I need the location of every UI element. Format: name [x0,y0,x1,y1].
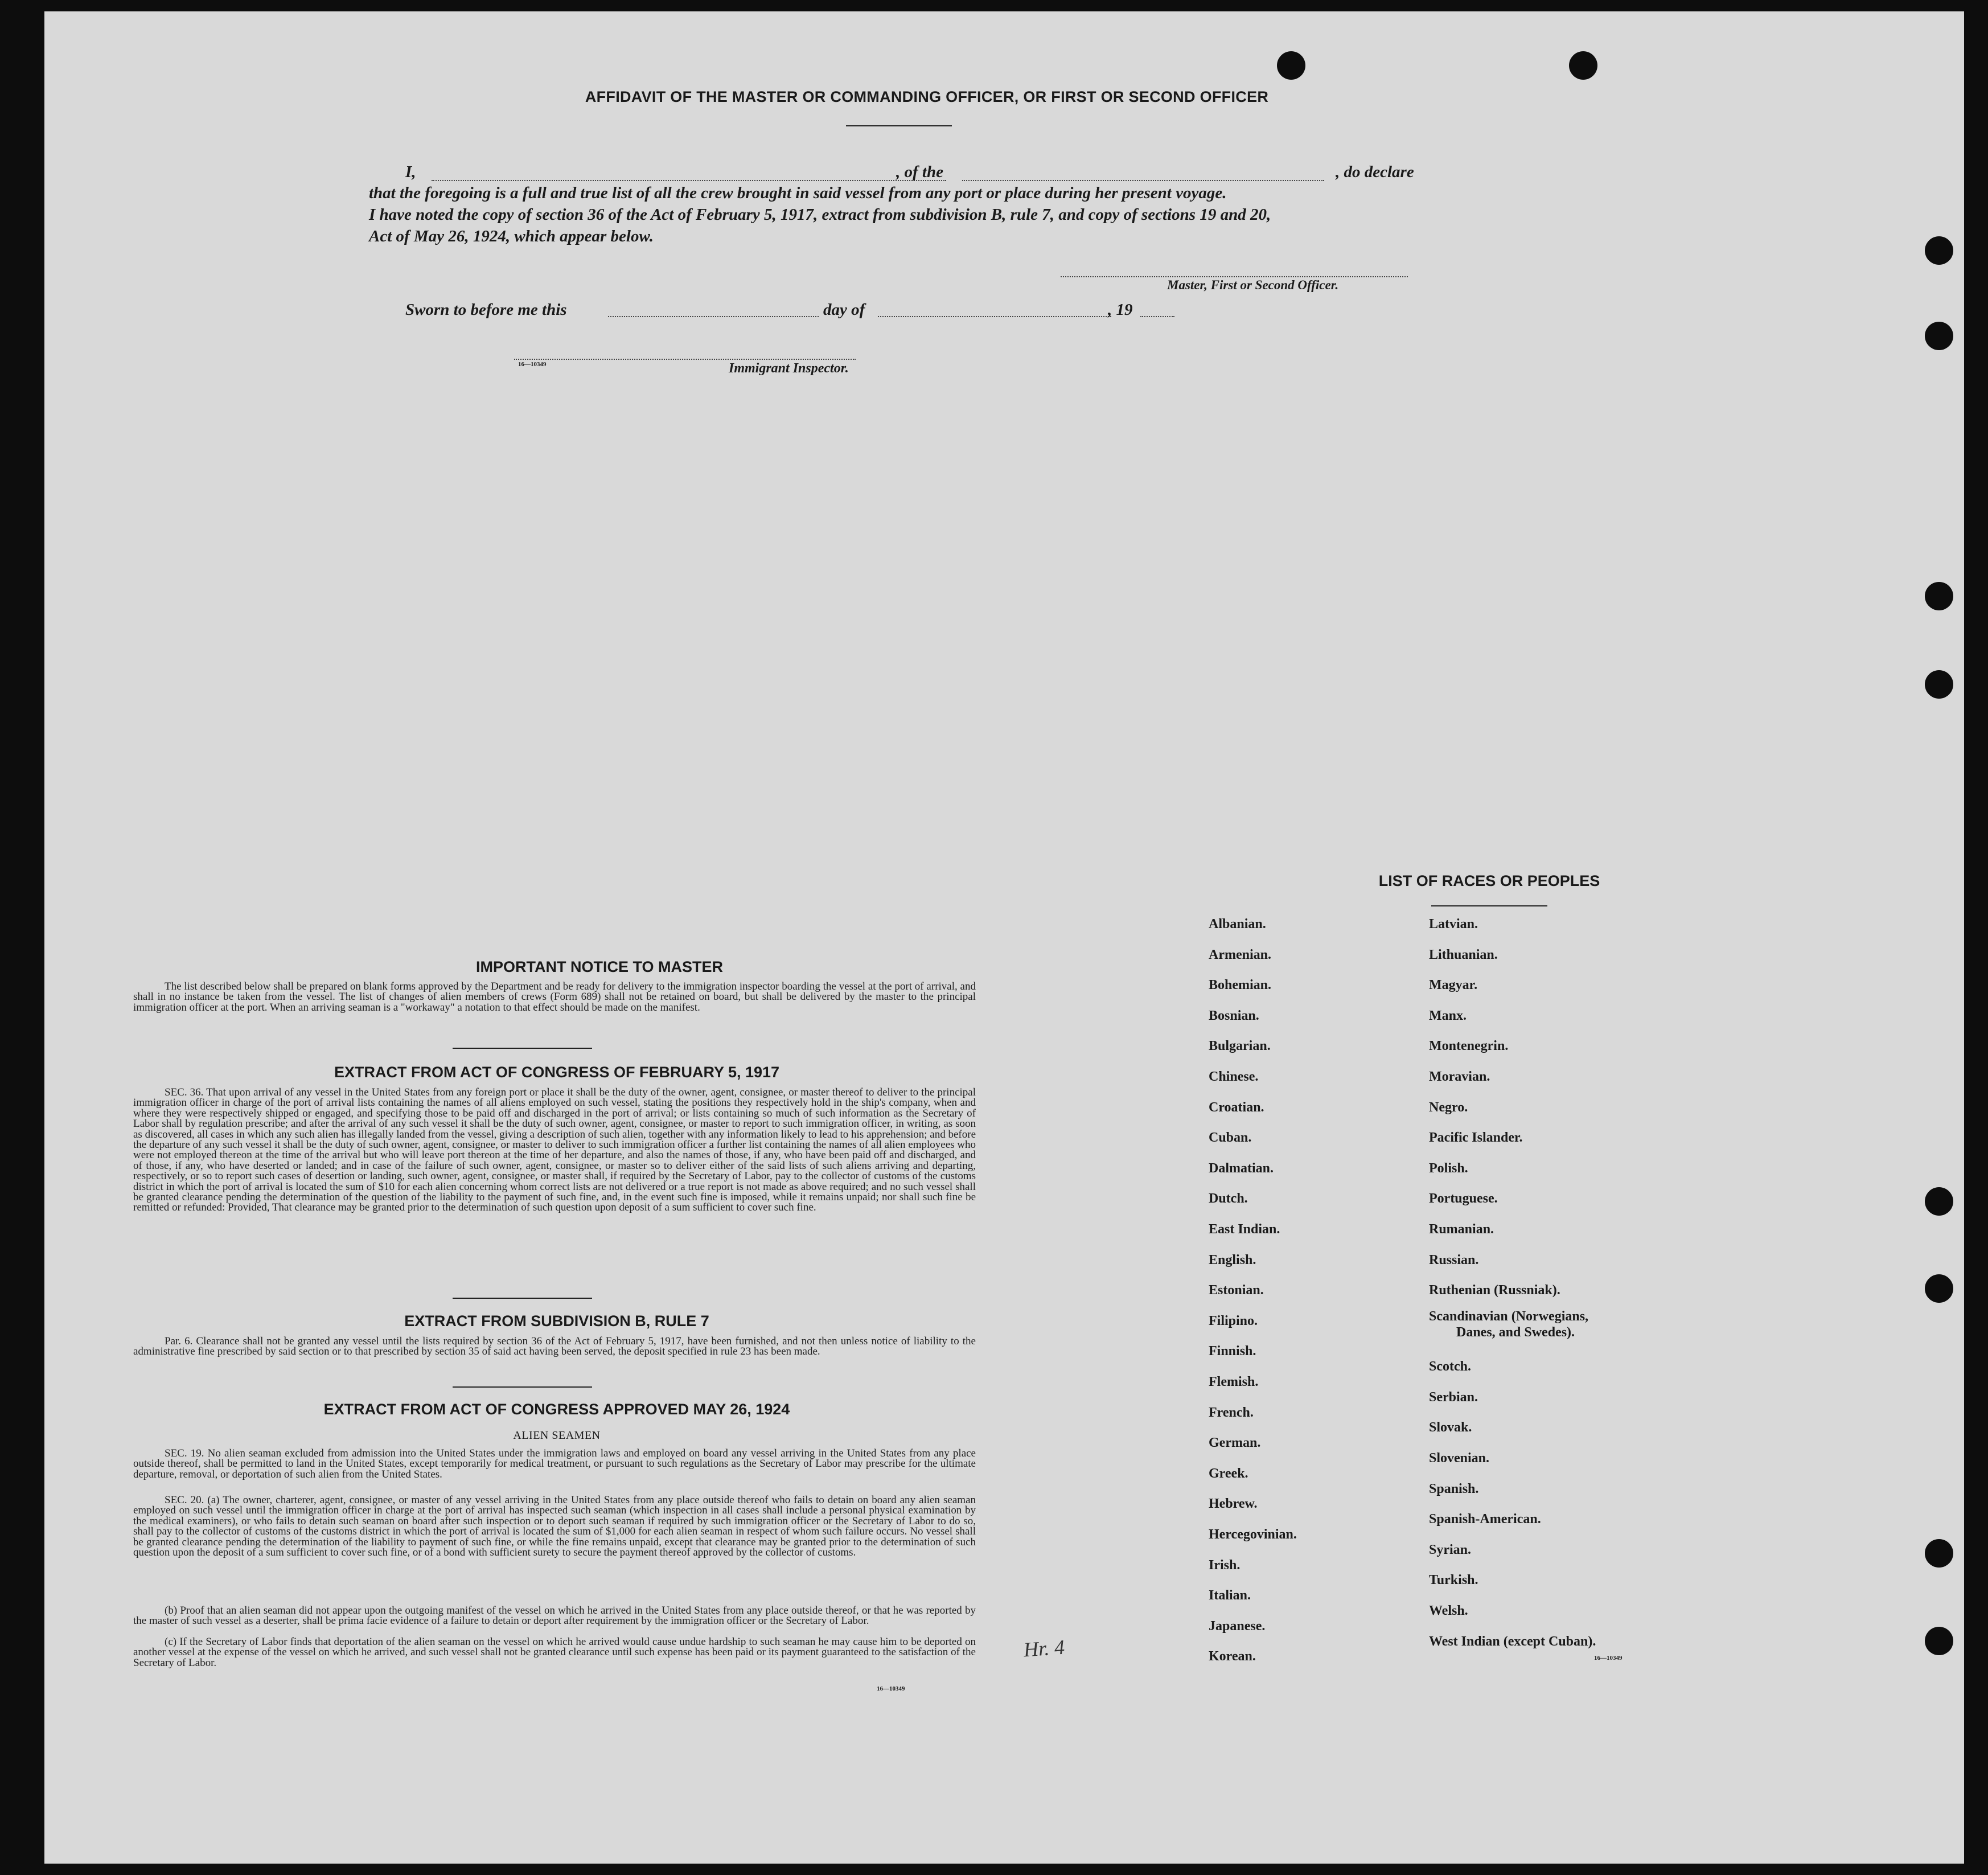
race-item: Bosnian. [1209,1008,1259,1023]
race-item: Korean. [1209,1649,1256,1664]
race-item: Armenian. [1209,947,1271,962]
affidavit-form-number: 16—10349 [518,361,547,368]
extract-1924-subtitle: ALIEN SEAMEN [513,1429,601,1442]
signature-caption: Master, First or Second Officer. [1167,278,1339,292]
extract-rule7-rule [453,1386,592,1388]
race-item: German. [1209,1435,1261,1451]
race-item: Croatian. [1209,1099,1264,1115]
extract-1917-text: SEC. 36. That upon arrival of any vessel in the United States from any foreign port or place it shall be the duty of the owner, agent, consignee, or master thereof to deliver to the principal immigration officer in charge of the port of arrival lists containing the names of all aliens employed on such vessel, stating the positions they respectively hold in the ship's company, when and where they were respectively shipped or engaged, and specifying those to be paid off and discharged in the port of arrival; or lists containing so much of such information as the Secretary of Labor shall by regulation prescribe; and after the arrival of any such vessel it shall be the duty of such owner, agent, consignee, or master to report to such immigration officer, in writing, as soon as discovered, all cases in which any such alien has illegally landed from the vessel, giving a description of such alien, together with any information likely to lead to his apprehension; and before the departure of any such vessel it shall be the duty of such owner, agent, consignee, or master to deliver to such immigration officer a further list containing the names of all alien employees who were not employed thereon at the time of the arrival but who will leave port thereon at the time of her departure, and also the names of those, if any, who have been paid off and discharged, and of those, if any, who have deserted or landed; and in case of the failure of such owner, agent, consignee, or master so to deliver either of the said lists of such aliens arriving and departing, respectively, or so to report such cases of desertion or landing, such owner, agent, consignee, or master shall, if required by the Secretary of Labor, pay to the collector of customs of the customs district in which the port of arrival is located the sum of $10 for each alien concerning whom correct lists are not delivered or a true report is not made as above required; and no such vessel shall be granted clearance pending the determination of the question of the liability to the payment of such fine, and, in the event such fine is imposed, while it remains unpaid; nor shall such fine be remitted or refunded: Provided, That clearance may be granted prior to the determination of such question upon deposit of a sum sufficient to cover such fine. [133,1086,976,1214]
race-item: Albanian. [1209,917,1266,932]
race-item: Cuban. [1209,1130,1252,1146]
race-item: Hebrew. [1209,1496,1258,1512]
title-underline [846,125,952,126]
race-item: Filipino. [1209,1313,1258,1328]
punch-hole [1277,51,1305,80]
race-item: Italian. [1209,1588,1251,1603]
extract-1924-sec19: SEC. 19. No alien seaman excluded from admission into the United States under the immigration laws and employed on board any vessel arriving in the United States from any place outside thereof, shall be permitted to land in the United States, except temporarily for medical treatment, or pursuant to such regulations as the Secretary of Labor may prescribe for the ultimate departure, removal, or deportation of such alien from the United States. [133,1447,976,1480]
race-item: Moravian. [1429,1069,1490,1084]
extract-1917-title: EXTRACT FROM ACT OF CONGRESS OF FEBRUARY 5, 1917 [334,1064,780,1081]
affidavit-title: AFFIDAVIT OF THE MASTER OR COMMANDING OFFICER, OR FIRST OR SECOND OFFICER [585,88,1269,105]
race-item: Polish. [1429,1160,1468,1176]
race-item: Slovenian. [1429,1451,1490,1466]
races-title: LIST OF RACES OR PEOPLES [1378,872,1600,889]
race-item: Bulgarian. [1209,1039,1271,1054]
extract-1924-sec20b: (b) Proof that an alien seaman did not appear upon the outgoing manifest of the vessel on which he arrived in the United States from any place outside thereof, or that he was reported by the master of such vessel as a deserter, shall be prima facie evidence of a failure to detain or deport after requirement by the immigration officer or the Secretary of Labor. [133,1605,976,1627]
race-item: Scotch. [1429,1359,1471,1375]
handwritten-note: Hr. 4 [1022,1635,1066,1661]
affidavit-do-declare: , do declare [1336,163,1414,181]
punch-hole [1925,1539,1953,1568]
extract-1924-form-number: 16—10349 [877,1685,905,1692]
race-item: Magyar. [1429,978,1478,993]
race-item: Turkish. [1429,1573,1478,1588]
race-item: Bohemian. [1209,978,1272,993]
inspector-signature-field[interactable] [514,359,856,360]
race-item: Syrian. [1429,1542,1472,1557]
race-item: Welsh. [1429,1603,1468,1618]
extract-1924-sec20c: (c) If the Secretary of Labor finds that deportation of the alien seaman on the vessel on which he arrived would cause undue hardship to such seaman he may cause him to be deported on another vessel at the expense of the vessel on which he arrived, and such vessel shall not be granted clearance until such expense has been paid or its payment guaranteed to the satisfaction of the Secretary of Labor. [133,1636,976,1669]
race-item: Negro. [1429,1099,1468,1115]
punch-hole [1925,322,1953,350]
race-item: Chinese. [1209,1069,1259,1084]
sworn-month-field[interactable] [878,316,1111,317]
race-item: Danes, and Swedes). [1456,1324,1575,1340]
punch-hole [1925,1627,1953,1655]
affidavit-of-the: , of the [896,163,943,181]
punch-hole [1925,1187,1953,1216]
race-item: Irish. [1209,1557,1241,1573]
extract-1917-rule [453,1298,592,1299]
notice-rule [453,1048,592,1049]
race-item: Spanish. [1429,1481,1479,1496]
race-item: Dalmatian. [1209,1160,1274,1176]
declarant-name-field[interactable] [432,180,946,181]
race-item: West Indian (except Cuban). [1429,1634,1596,1649]
punch-hole [1925,670,1953,699]
races-form-number: 16—10349 [1594,1655,1623,1661]
race-item: Japanese. [1209,1618,1266,1634]
race-item: Montenegrin. [1429,1039,1509,1054]
year-label: , 19 [1108,301,1133,319]
affidavit-line-2: that the foregoing is a full and true list of all the crew brought in said vessel from any port or place during her present voyage. [369,184,1227,202]
extract-rule7-text: Par. 6. Clearance shall not be granted any vessel until the lists required by section 36 of the Act of February 5, 1917, have been furnished, and not then unless notice of liability to the administrative fine prescribed by said section or to that prescribed by section 35 of said act having been served, the deposit specified in rule 23 has been made. [133,1335,976,1358]
race-item: French. [1209,1405,1254,1420]
extract-1924-title: EXTRACT FROM ACT OF CONGRESS APPROVED MAY 26, 1924 [323,1401,790,1418]
race-item: Flemish. [1209,1375,1259,1389]
inspector-caption: Immigrant Inspector. [729,361,849,376]
affidavit-line-4: Act of May 26, 1924, which appear below. [369,227,654,245]
race-item: Latvian. [1429,917,1478,932]
affidavit-line-3: I have noted the copy of section 36 of the Act of February 5, 1917, extract from subdivision B, rule 7, and copy of sections 19 and 20, [369,206,1271,224]
race-item: Russian. [1429,1252,1479,1267]
sworn-day-field[interactable] [608,316,819,317]
punch-hole [1569,51,1597,80]
notice-text: The list described below shall be prepared on blank forms approved by the Department and be ready for delivery to the immigration inspector boarding the vessel at the port of arrival, and shall in no instance be taken from the vessel. The list of changes of alien members of crews (Form 689) shall not be retained on board, but shall be delivered by the master to the principal immigration officer at the port. When an arriving seaman is a "workaway" a notation to that effect should be made on the manifest. [133,980,976,1014]
race-item: Ruthenian (Russniak). [1429,1283,1560,1298]
race-item: Manx. [1429,1008,1467,1023]
master-signature-field[interactable] [1061,276,1408,277]
race-item: English. [1209,1252,1256,1267]
extract-rule7-title: EXTRACT FROM SUBDIVISION B, RULE 7 [404,1312,709,1330]
race-item: Portuguese. [1429,1191,1498,1207]
notice-title: IMPORTANT NOTICE TO MASTER [476,958,723,975]
punch-hole [1925,236,1953,265]
race-item: Lithuanian. [1429,947,1498,962]
sworn-year-field[interactable] [1140,316,1174,317]
punch-hole [1925,1274,1953,1303]
race-item: Estonian. [1209,1283,1264,1298]
race-item: Greek. [1209,1466,1248,1481]
races-rule [1431,905,1547,906]
document-page [44,11,1964,1864]
sworn-label: Sworn to before me this [405,301,567,319]
race-item: Slovak. [1429,1420,1472,1435]
race-item: East Indian. [1209,1222,1280,1237]
race-item: Dutch. [1209,1191,1248,1207]
race-item: Scandinavian (Norwegians, [1429,1308,1589,1324]
affidavit-i-label: I, [405,163,416,181]
vessel-name-field[interactable] [962,180,1324,181]
race-item: Serbian. [1429,1389,1478,1405]
race-item: Finnish. [1209,1344,1256,1359]
race-item: Hercegovinian. [1209,1527,1297,1542]
race-item: Pacific Islander. [1429,1130,1523,1146]
day-of-label: day of [823,301,865,319]
race-item: Rumanian. [1429,1222,1494,1237]
extract-1924-sec20a: SEC. 20. (a) The owner, charterer, agent, consignee, or master of any vessel arriving in the United States from any place outside thereof who fails to detain on board any alien seaman employed on such vessel until the immigration officer in charge at the port of arrival has inspected such seaman (which inspection in all cases shall include a personal physical examination by the medical examiners), or who fails to detain such seaman on board after such inspection or to deport such seaman if required by such immigration officer or the Secretary of Labor to do so, shall pay to the collector of customs of the customs district in which the port of arrival is located the sum of $1,000 for each alien seaman in respect of whom such failure occurs. No vessel shall be granted clearance pending the determination of the liability to payment of such fine, or while the fine remains unpaid, except that clearance may be granted prior to the determination of such question upon the deposit of a sum sufficient to cover such fine, or of a bond with sufficient surety to secure the payment thereof approved by the collector of customs. [133,1494,976,1559]
race-item: Spanish-American. [1429,1512,1541,1527]
punch-hole [1925,582,1953,610]
